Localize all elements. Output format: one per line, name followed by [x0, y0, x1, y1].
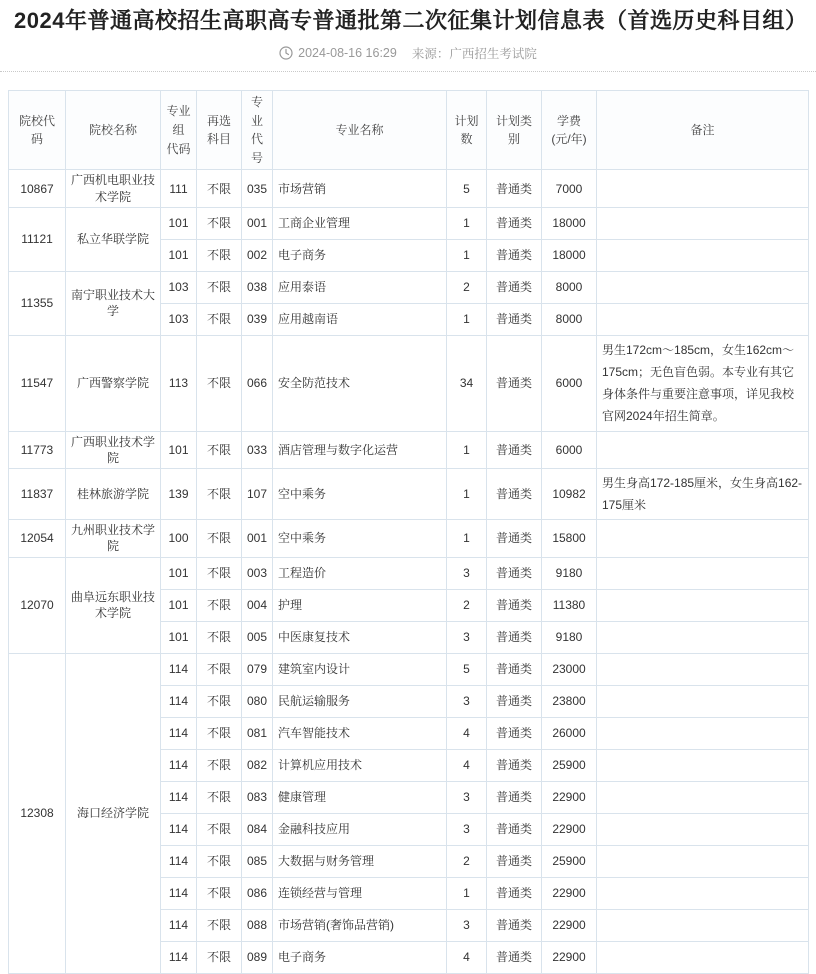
plan-count-cell: 3: [447, 813, 487, 845]
major-code-cell: 080: [242, 685, 273, 717]
remark-cell: [597, 941, 809, 973]
plan-type-cell: 普通类: [487, 520, 542, 557]
college-name-cell: 海口经济学院: [66, 653, 161, 973]
major-code-cell: 085: [242, 845, 273, 877]
subject-cell: 不限: [197, 717, 242, 749]
table-row: [9, 468, 809, 519]
group-code-cell: 114: [161, 941, 197, 973]
major-name-cell: 电子商务: [273, 239, 447, 271]
subject-cell: 不限: [197, 239, 242, 271]
college-name-cell: 广西职业技术学院: [66, 431, 161, 468]
clock-icon: [279, 46, 293, 60]
publish-time: 2024-08-16 16:29: [298, 46, 397, 61]
plan-count-cell: 4: [447, 941, 487, 973]
fee-cell: 25900: [542, 749, 597, 781]
college-name-cell: 桂林旅游学院: [66, 468, 161, 519]
fee-cell: 18000: [542, 239, 597, 271]
major-name-cell: 市场营销(奢饰品营销): [273, 909, 447, 941]
major-name-cell: 电子商务: [273, 941, 447, 973]
group-code-cell: 101: [161, 207, 197, 239]
major-name-cell: 健康管理: [273, 781, 447, 813]
remark-cell: [597, 685, 809, 717]
header-plan-count: 计划数: [447, 91, 487, 170]
plan-type-cell: 普通类: [487, 303, 542, 335]
remark-cell: [597, 271, 809, 303]
subject-cell: 不限: [197, 431, 242, 468]
major-name-cell: 计算机应用技术: [273, 749, 447, 781]
major-name-cell: 应用泰语: [273, 271, 447, 303]
major-code-cell: 066: [242, 335, 273, 431]
header-remark: 备注: [597, 91, 809, 170]
group-code-cell: 103: [161, 303, 197, 335]
fee-cell: 8000: [542, 271, 597, 303]
group-code-cell: 139: [161, 468, 197, 519]
major-name-cell: 空中乘务: [273, 520, 447, 557]
subject-cell: 不限: [197, 749, 242, 781]
remark-cell: 男生172cm～185cm，女生162cm～175cm；无色盲色弱。本专业有其它身体条件与重要注意事项，详见我校官网2024年招生简章。: [597, 335, 809, 431]
subject-cell: 不限: [197, 781, 242, 813]
group-code-cell: 114: [161, 685, 197, 717]
group-code-cell: 101: [161, 621, 197, 653]
plan-count-cell: 3: [447, 685, 487, 717]
subject-cell: 不限: [197, 653, 242, 685]
fee-cell: 9180: [542, 557, 597, 589]
dotted-divider: [0, 71, 816, 72]
group-code-cell: 114: [161, 749, 197, 781]
subject-cell: 不限: [197, 520, 242, 557]
header-subject: 再选科目: [197, 91, 242, 170]
subject-cell: 不限: [197, 813, 242, 845]
remark-cell: [597, 239, 809, 271]
group-code-cell: 114: [161, 813, 197, 845]
college-name-cell: 曲阜远东职业技术学院: [66, 557, 161, 653]
fee-cell: 8000: [542, 303, 597, 335]
table-row: [9, 431, 809, 468]
header-fee: [542, 91, 597, 170]
major-code-cell: 039: [242, 303, 273, 335]
page-title: 2024年普通高校招生高职高专普通批第二次征集计划信息表（首选历史科目组）: [14, 8, 808, 33]
plan-count-cell: 3: [447, 557, 487, 589]
plan-count-cell: 5: [447, 170, 487, 207]
college-code-cell: 10867: [9, 170, 66, 207]
plan-count-cell: 1: [447, 468, 487, 519]
fee-cell: 22900: [542, 813, 597, 845]
major-code-cell: 089: [242, 941, 273, 973]
group-code-cell: 101: [161, 431, 197, 468]
major-code-cell: 083: [242, 781, 273, 813]
fee-cell: 10982: [542, 468, 597, 519]
group-code-cell: 103: [161, 271, 197, 303]
fee-cell: 22900: [542, 877, 597, 909]
fee-cell: 18000: [542, 207, 597, 239]
table-row: [9, 335, 809, 431]
fee-cell: 9180: [542, 621, 597, 653]
subject-cell: 不限: [197, 941, 242, 973]
major-name-cell: 安全防范技术: [273, 335, 447, 431]
header-fee-line1: 学费: [556, 113, 581, 128]
college-code-cell: 11773: [9, 431, 66, 468]
college-name-cell: 广西机电职业技术学院: [66, 170, 161, 207]
table-row: [9, 653, 809, 685]
fee-cell: 22900: [542, 909, 597, 941]
fee-cell: 23800: [542, 685, 597, 717]
plan-count-cell: 4: [447, 717, 487, 749]
subject-cell: 不限: [197, 468, 242, 519]
fee-cell: 26000: [542, 717, 597, 749]
major-name-cell: 建筑室内设计: [273, 653, 447, 685]
plan-count-cell: 4: [447, 749, 487, 781]
remark-cell: [597, 877, 809, 909]
major-code-cell: 035: [242, 170, 273, 207]
table-row: [9, 557, 809, 589]
header-fee-line2: (元/年): [551, 132, 587, 147]
major-name-cell: 金融科技应用: [273, 813, 447, 845]
subject-cell: 不限: [197, 170, 242, 207]
plan-count-cell: 1: [447, 239, 487, 271]
plan-type-cell: 普通类: [487, 557, 542, 589]
remark-cell: [597, 621, 809, 653]
major-code-cell: 033: [242, 431, 273, 468]
major-name-cell: 工程造价: [273, 557, 447, 589]
header-major-name: 专业名称: [273, 91, 447, 170]
group-code-cell: 111: [161, 170, 197, 207]
plan-type-cell: 普通类: [487, 717, 542, 749]
table-row: [9, 170, 809, 207]
remark-cell: [597, 170, 809, 207]
table-row: [9, 271, 809, 303]
group-code-cell: 101: [161, 239, 197, 271]
fee-cell: 6000: [542, 335, 597, 431]
major-code-cell: 038: [242, 271, 273, 303]
fee-cell: 7000: [542, 170, 597, 207]
plan-type-cell: 普通类: [487, 653, 542, 685]
plan-count-cell: 1: [447, 207, 487, 239]
major-code-cell: 002: [242, 239, 273, 271]
major-name-cell: 工商企业管理: [273, 207, 447, 239]
group-code-cell: 100: [161, 520, 197, 557]
major-name-cell: 大数据与财务管理: [273, 845, 447, 877]
major-code-cell: 004: [242, 589, 273, 621]
remark-cell: [597, 749, 809, 781]
plan-type-cell: 普通类: [487, 781, 542, 813]
plan-count-cell: 5: [447, 653, 487, 685]
remark-cell: [597, 909, 809, 941]
college-name-cell: 私立华联学院: [66, 207, 161, 271]
header-group-code-line2: 代码: [166, 141, 191, 156]
college-code-cell: 11837: [9, 468, 66, 519]
college-name-cell: 广西警察学院: [66, 335, 161, 431]
group-code-cell: 114: [161, 653, 197, 685]
plan-count-cell: 1: [447, 303, 487, 335]
plan-count-cell: 2: [447, 589, 487, 621]
header-group-code: [161, 91, 197, 170]
plan-type-cell: 普通类: [487, 877, 542, 909]
plan-count-cell: 2: [447, 845, 487, 877]
college-name-cell: 南宁职业技术大学: [66, 271, 161, 335]
group-code-cell: 113: [161, 335, 197, 431]
plan-type-cell: 普通类: [487, 909, 542, 941]
remark-cell: [597, 813, 809, 845]
plan-type-cell: 普通类: [487, 271, 542, 303]
plan-count-cell: 1: [447, 520, 487, 557]
plan-count-cell: 3: [447, 781, 487, 813]
remark-cell: [597, 207, 809, 239]
major-name-cell: 空中乘务: [273, 468, 447, 519]
header-college-code: 院校代码: [9, 91, 66, 170]
remark-cell: [597, 557, 809, 589]
group-code-cell: 101: [161, 557, 197, 589]
major-name-cell: 酒店管理与数字化运营: [273, 431, 447, 468]
plan-count-cell: 1: [447, 877, 487, 909]
table-body: [9, 170, 809, 973]
major-name-cell: 护理: [273, 589, 447, 621]
college-code-cell: 12070: [9, 557, 66, 653]
header-college-name: 院校名称: [66, 91, 161, 170]
major-name-cell: 汽车智能技术: [273, 717, 447, 749]
fee-cell: 11380: [542, 589, 597, 621]
major-code-cell: 107: [242, 468, 273, 519]
major-name-cell: 中医康复技术: [273, 621, 447, 653]
subject-cell: 不限: [197, 271, 242, 303]
subject-cell: 不限: [197, 589, 242, 621]
remark-cell: [597, 431, 809, 468]
plan-type-cell: 普通类: [487, 335, 542, 431]
subject-cell: 不限: [197, 909, 242, 941]
plan-type-cell: 普通类: [487, 749, 542, 781]
plan-type-cell: 普通类: [487, 239, 542, 271]
major-code-cell: 079: [242, 653, 273, 685]
table-header: [9, 91, 809, 170]
table-row: [9, 207, 809, 239]
plan-type-cell: 普通类: [487, 431, 542, 468]
fee-cell: 22900: [542, 781, 597, 813]
plan-type-cell: 普通类: [487, 621, 542, 653]
major-code-cell: 001: [242, 520, 273, 557]
group-code-cell: 114: [161, 845, 197, 877]
fee-cell: 23000: [542, 653, 597, 685]
college-name-cell: 九州职业技术学院: [66, 520, 161, 557]
major-code-cell: 001: [242, 207, 273, 239]
remark-cell: 男生身高172-185厘米，女生身高162-175厘米: [597, 468, 809, 519]
header-plan-type: 计划类别: [487, 91, 542, 170]
plan-count-cell: 3: [447, 621, 487, 653]
header-group-code-line1: 专业组: [166, 104, 191, 137]
plan-type-cell: 普通类: [487, 813, 542, 845]
plan-type-cell: 普通类: [487, 170, 542, 207]
major-code-cell: 086: [242, 877, 273, 909]
group-code-cell: 101: [161, 589, 197, 621]
subject-cell: 不限: [197, 557, 242, 589]
plan-type-cell: 普通类: [487, 468, 542, 519]
header-major-code-line2: 代号: [250, 132, 263, 165]
subject-cell: 不限: [197, 877, 242, 909]
major-code-cell: 088: [242, 909, 273, 941]
fee-cell: 22900: [542, 941, 597, 973]
plan-type-cell: 普通类: [487, 941, 542, 973]
remark-cell: [597, 781, 809, 813]
plan-table: [8, 90, 809, 974]
plan-type-cell: 普通类: [487, 207, 542, 239]
plan-count-cell: 2: [447, 271, 487, 303]
group-code-cell: 114: [161, 877, 197, 909]
major-name-cell: 连锁经营与管理: [273, 877, 447, 909]
college-code-cell: 11121: [9, 207, 66, 271]
remark-cell: [597, 589, 809, 621]
major-name-cell: 民航运输服务: [273, 685, 447, 717]
meta-line: [0, 44, 816, 62]
college-code-cell: 11355: [9, 271, 66, 335]
plan-count-cell: 34: [447, 335, 487, 431]
college-code-cell: 11547: [9, 335, 66, 431]
major-code-cell: 082: [242, 749, 273, 781]
source-label: 来源：广西招生考试院: [411, 47, 537, 62]
fee-cell: 6000: [542, 431, 597, 468]
fee-cell: 25900: [542, 845, 597, 877]
header-major-code-line1: 专业: [250, 95, 263, 128]
plan-type-cell: 普通类: [487, 685, 542, 717]
major-code-cell: 081: [242, 717, 273, 749]
group-code-cell: 114: [161, 717, 197, 749]
remark-cell: [597, 845, 809, 877]
major-code-cell: 084: [242, 813, 273, 845]
remark-cell: [597, 717, 809, 749]
plan-count-cell: 1: [447, 431, 487, 468]
header-major-code: [242, 91, 273, 170]
college-code-cell: 12054: [9, 520, 66, 557]
group-code-cell: 114: [161, 781, 197, 813]
remark-cell: [597, 303, 809, 335]
college-code-cell: 12308: [9, 653, 66, 973]
remark-cell: [597, 520, 809, 557]
table-row: [9, 520, 809, 557]
subject-cell: 不限: [197, 685, 242, 717]
major-code-cell: 003: [242, 557, 273, 589]
major-name-cell: 应用越南语: [273, 303, 447, 335]
subject-cell: 不限: [197, 207, 242, 239]
plan-type-cell: 普通类: [487, 845, 542, 877]
fee-cell: 15800: [542, 520, 597, 557]
remark-cell: [597, 653, 809, 685]
plan-type-cell: 普通类: [487, 589, 542, 621]
subject-cell: 不限: [197, 303, 242, 335]
subject-cell: 不限: [197, 335, 242, 431]
subject-cell: 不限: [197, 845, 242, 877]
major-code-cell: 005: [242, 621, 273, 653]
major-name-cell: 市场营销: [273, 170, 447, 207]
plan-count-cell: 3: [447, 909, 487, 941]
group-code-cell: 114: [161, 909, 197, 941]
subject-cell: 不限: [197, 621, 242, 653]
